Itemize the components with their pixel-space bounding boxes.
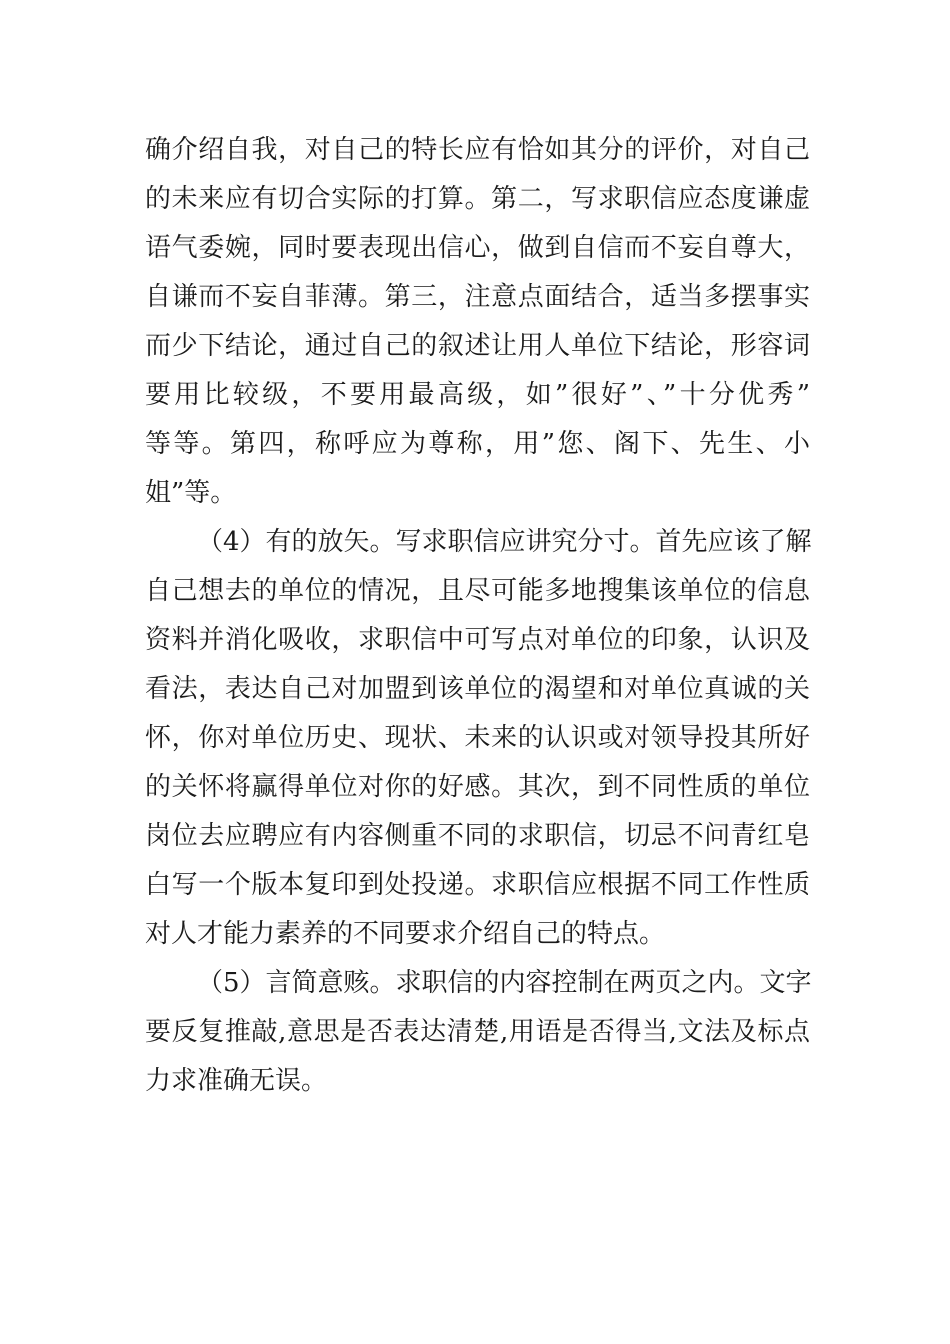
text-line: 的未来应有切合实际的打算。第二，写求职信应态度谦虚	[145, 184, 810, 214]
text-line: （4）有的放矢。写求职信应讲究分寸。首先应该了解	[197, 527, 812, 557]
text-line: 看法，表达自己对加盟到该单位的渴望和对单位真诚的关	[145, 674, 810, 704]
paragraph-5	[145, 959, 810, 1106]
paragraph-4	[145, 518, 810, 959]
text-line: 力求准确无误。	[145, 1066, 328, 1096]
text-line: 语气委婉，同时要表现出信心，做到自信而不妄自尊大，	[145, 233, 810, 263]
text-line: 确介绍自我，对自己的特长应有恰如其分的评价，对自己	[145, 135, 810, 165]
text-line: 要反复推敲,意思是否表达清楚,用语是否得当,文法及标点	[145, 1017, 810, 1047]
body-text	[145, 126, 810, 1106]
text-line: 姐”等。	[145, 478, 237, 508]
text-line: 岗位去应聘应有内容侧重不同的求职信，切忌不问青红皂	[145, 821, 810, 851]
text-line: 自己想去的单位的情况，且尽可能多地搜集该单位的信息	[145, 576, 810, 606]
text-line: 资料并消化吸收，求职信中可写点对单位的印象，认识及	[145, 625, 810, 655]
text-line: （5）言简意赅。求职信的内容控制在两页之内。文字	[197, 968, 812, 998]
text-line: 自谦而不妄自菲薄。第三，注意点面结合，适当多摆事实	[145, 282, 810, 312]
text-line: 而少下结论，通过自己的叙述让用人单位下结论，形容词	[145, 331, 810, 361]
text-line: 白写一个版本复印到处投递。求职信应根据不同工作性质	[145, 870, 810, 900]
text-line: 怀，你对单位历史、现状、未来的认识或对领导投其所好	[145, 723, 810, 753]
paragraph-3-continuation	[145, 126, 810, 518]
text-line: 对人才能力素养的不同要求介绍自己的特点。	[145, 919, 666, 949]
text-line: 要用比较级，不要用最高级，如”很好”、”十分优秀”	[145, 380, 810, 410]
text-line: 的关怀将赢得单位对你的好感。其次，到不同性质的单位	[145, 772, 810, 802]
text-line: 等等。第四，称呼应为尊称，用”您、阁下、先生、小	[145, 429, 810, 459]
